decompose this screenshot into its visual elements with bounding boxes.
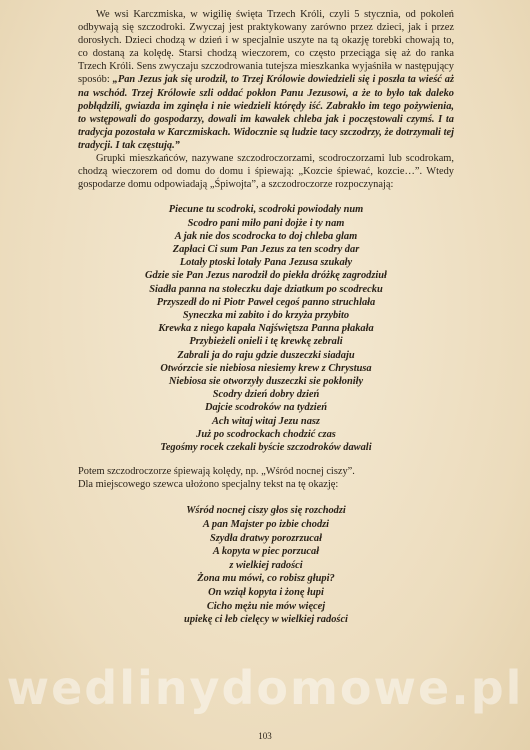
- poem-line: A jak nie dos scodrocka to doj chleba glam: [174, 230, 358, 242]
- poem-line: Gdzie sie Pan Jezus narodził do piekła dróżkę zagrodziuł: [145, 270, 387, 282]
- poem-line: Ach witaj witaj Jezu nasz: [212, 415, 320, 427]
- poem-line: Szydła dratwy porozrzucał: [209, 532, 322, 544]
- poem-line: Wśród nocnej ciszy głos się rozchodzi: [186, 505, 346, 517]
- watermark: wedlinydomowe.pl: [6, 661, 524, 715]
- poem-line: Przybieżeli onieli i tę krewkę zebrali: [189, 336, 343, 348]
- page-content: [78, 8, 454, 627]
- poem-line: Dajcie scodroków na tydzień: [204, 402, 328, 414]
- poem-line: On wziął kopyta i żonę łupi: [208, 586, 324, 598]
- poem-line: Siadła panna na stołeczku daje dziatkum po scodrecku: [149, 283, 383, 295]
- intro-text: We wsi Karczmiska, w wigilię święta Trzech Króli, czyli 5 stycznia, od pokoleń odbywają się szczodroki. Zwyczaj jest praktykowany zarówno przez dzieci, jak i przez dorosłych. Dzieci chodzą w dzień i w specjalnie uszyte na tą okazję torebki chowają to, co dostaną za kolędę. Starsi chodzą wieczorem, co często przeciąga się aż do ranka Trzech Króli. Sens zwyczaju szczodrowania tutejsza mieszkanka wyjaśniła w następujący sposób:: [78, 9, 454, 86]
- poem-line: A kopyta w piec porzucał: [212, 546, 320, 558]
- poem-line: A pan Majster po izbie chodzi: [202, 518, 330, 530]
- shoemaker-poem: [78, 504, 454, 626]
- poem-line: Scodro pani miło pani dojże i ty nam: [187, 217, 345, 229]
- poem-line: Krewka z niego kapała Najświętsza Panna płakała: [158, 323, 374, 335]
- poem-line: Żona mu mówi, co robisz głupi?: [197, 573, 335, 585]
- after-poem-text: [78, 465, 454, 491]
- paragraph-groups: Grupki mieszkańców, nazywane szczodroczorzami, scodroczorzami lub scodrokam, chodzą wieczorem od domu do domu i śpiewają: „Kozcie śpiewać, kozcie…”. Wtedy gospodarze domu odpowiadają „Śpiwojta”, a szczodroczorze rozpoczynają:: [78, 153, 454, 191]
- after-poem-line-2: Dla miejscowego szewca ułożono specjalny tekst na tę okazję:: [78, 479, 339, 491]
- poem-line: Przyszedł do ni Piotr Paweł cegoś panno struchlała: [156, 296, 376, 308]
- poem-line: Już po scodrockach chodzić czas: [196, 428, 336, 440]
- poem-line: Cicho mężu nie mów więcej: [206, 600, 326, 612]
- poem-line: Lotały ptoski lotały Pana Jezusa szukały: [179, 257, 353, 269]
- carol-poem: [78, 203, 454, 454]
- poem-line: Niebiosa sie otworzyły duszeczki sie pokłoniły: [168, 375, 364, 387]
- poem-line: Zabrali ja do raju gdzie duszeczki siadaju: [177, 349, 355, 361]
- poem-line: Piecune tu scodroki, scodroki powiodały num: [168, 204, 364, 216]
- paragraph-intro: [78, 8, 454, 152]
- poem-line: upiekę ci łeb cielęcy w wielkiej radości: [184, 614, 348, 626]
- poem-line: Otwórzcie sie niebiosa niesiemy krew z Chrystusa: [160, 362, 372, 374]
- poem-line: Zapłaci Ci sum Pan Jezus za ten scodry dar: [172, 243, 360, 255]
- after-poem-line-1: Potem szczodroczorze śpiewają kolędy, np. „Wśród nocnej ciszy”.: [78, 466, 355, 478]
- page-number: 103: [258, 731, 272, 741]
- poem-line: Syneczka mi zabito i do krzyża przybito: [182, 309, 350, 321]
- poem-line: z wielkiej radości: [229, 559, 303, 571]
- poem-line: Scodry dzień dobry dzień: [212, 389, 320, 401]
- intro-quote: „Pan Jezus jak się urodził, to Trzej Królowie dowiedzieli się i poszła ta wieść aż na wschód. Trzej Królowie szli oddać pokłon Panu Jezusowi, a że to było tak daleko pobłądzili, gwiazda im zginęła i nie wiedzieli którędy iść. Zabrakło im tego pożywienia, to wstępowali do gospodarzy, dowali im kawałek chleba jak i poczęstowali czymś. I ta tradycja pozostała w Karczmiskach. Widocznie są ludzie tacy szczodrzy, że dotrzymali tej tradycji. I tak częstują.”: [78, 74, 455, 151]
- poem-line: Tegośmy rocek czekali byście szczodroków dawali: [160, 441, 372, 453]
